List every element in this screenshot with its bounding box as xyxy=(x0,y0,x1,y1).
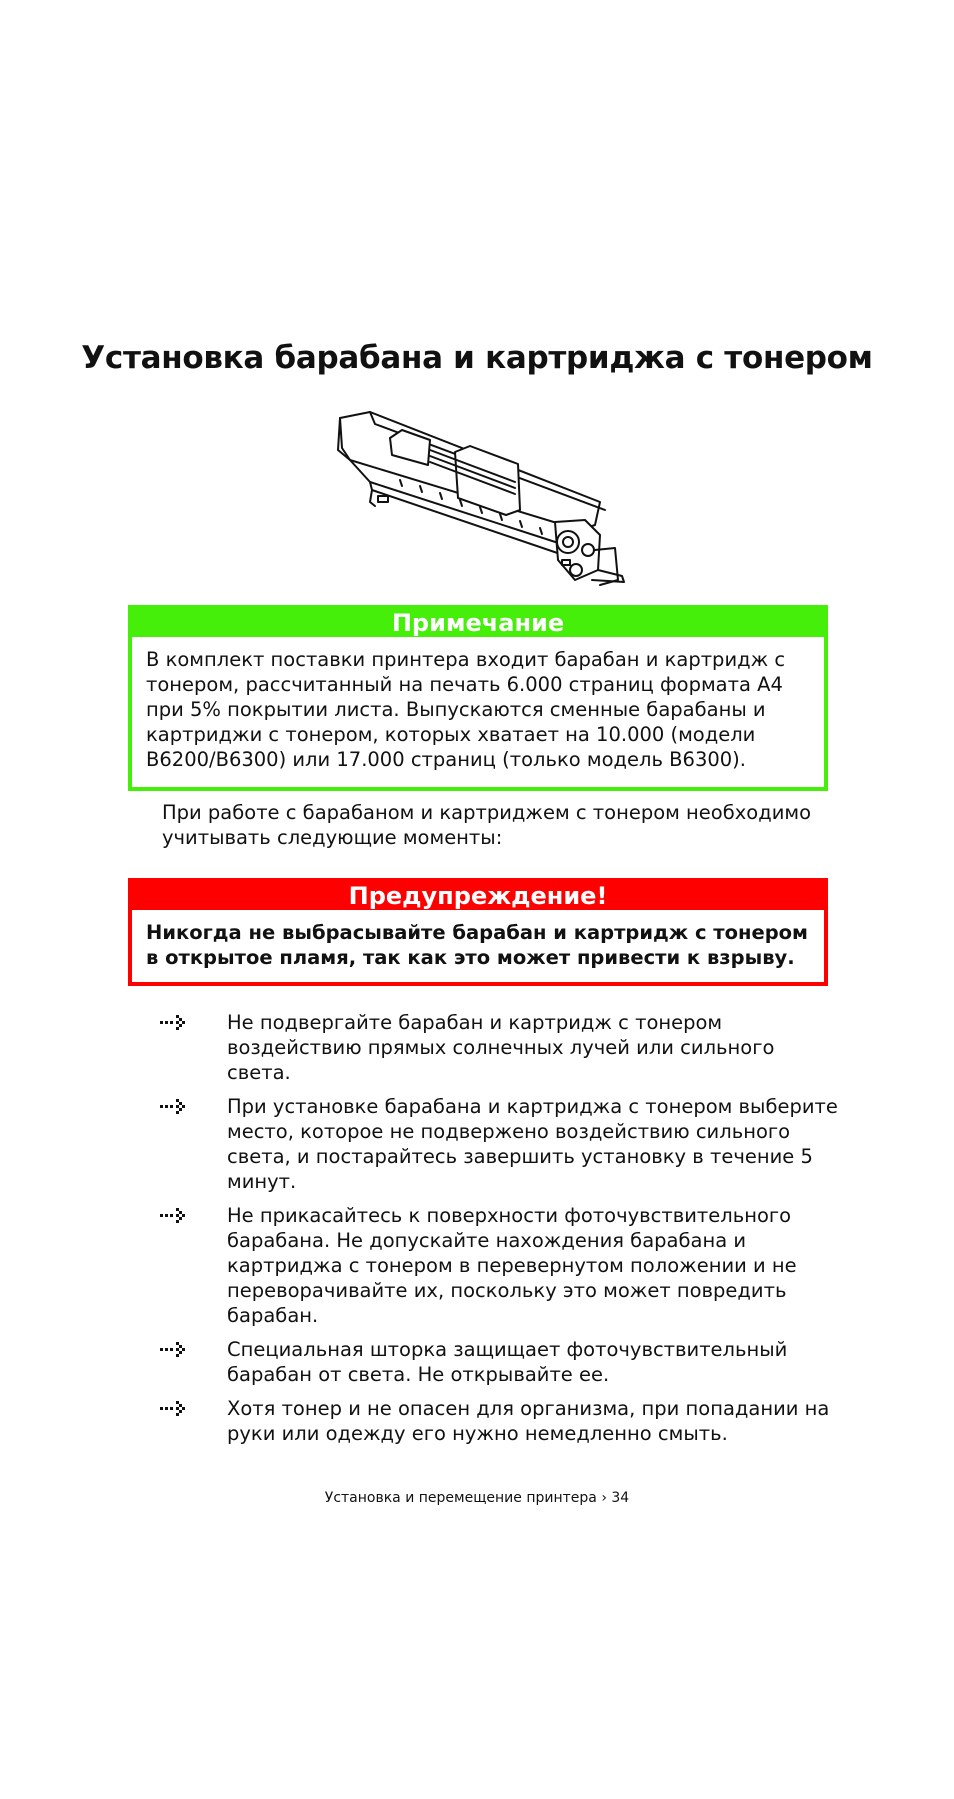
dotted-arrow-icon xyxy=(160,1400,188,1418)
note-box xyxy=(128,605,828,791)
dotted-arrow-icon xyxy=(160,1098,188,1116)
footer-page-number: 34 xyxy=(611,1490,630,1506)
list-item-text: Не прикасайтесь к поверхности фоточувствительного барабана. Не допускайте нахождения барабана и картриджа с тонером в перевернутом положении и не переворачивайте их, поскольку это может повредить барабан. xyxy=(227,1204,797,1327)
precautions-list xyxy=(160,1010,840,1455)
note-heading: Примечание xyxy=(132,609,824,637)
list-item-text: Специальная шторка защищает фоточувствительный барабан от света. Не открывайте ее. xyxy=(227,1338,788,1386)
footer-section: Установка и перемещение принтера xyxy=(324,1490,597,1506)
note-text: В комплект поставки принтера входит барабан и картридж с тонером, рассчитанный на печать 6.000 страниц формата А4 при 5% покрытии листа. Выпускаются сменные барабаны и картриджи с тонером, которых хватает на 10.000 (модели B6200/B6300) или 17.000 страниц (только модель B6300). xyxy=(146,648,786,771)
dotted-arrow-icon xyxy=(160,1341,188,1359)
list-item xyxy=(160,1094,840,1194)
page-title: Установка барабана и картриджа с тонером xyxy=(81,340,873,376)
warning-box xyxy=(128,878,828,986)
dotted-arrow-icon xyxy=(160,1014,188,1032)
page-footer xyxy=(0,1490,954,1506)
toner-cartridge-illustration xyxy=(330,410,630,595)
intro-paragraph: При работе с барабаном и картриджем с тонером необходимо учитывать следующие моменты: xyxy=(162,801,812,849)
list-item xyxy=(160,1396,840,1446)
footer-separator: › xyxy=(601,1490,607,1506)
list-item-text: Не подвергайте барабан и картридж с тонером воздействию прямых солнечных лучей или сильного света. xyxy=(227,1011,775,1084)
list-item xyxy=(160,1203,840,1328)
list-item-text: Хотя тонер и не опасен для организма, при попадании на руки или одежду его нужно немедленно смыть. xyxy=(227,1397,830,1445)
warning-text: Никогда не выбрасывайте барабан и картридж с тонером в открытое пламя, так как это может привести к взрыву. xyxy=(146,921,809,969)
list-item xyxy=(160,1337,840,1387)
warning-heading: Предупреждение! xyxy=(132,882,824,910)
list-item-text: При установке барабана и картриджа с тонером выберите место, которое не подвержено воздействию сильного света, и постарайтесь завершить установку в течение 5 минут. xyxy=(227,1095,838,1193)
list-item xyxy=(160,1010,840,1085)
dotted-arrow-icon xyxy=(160,1207,188,1225)
